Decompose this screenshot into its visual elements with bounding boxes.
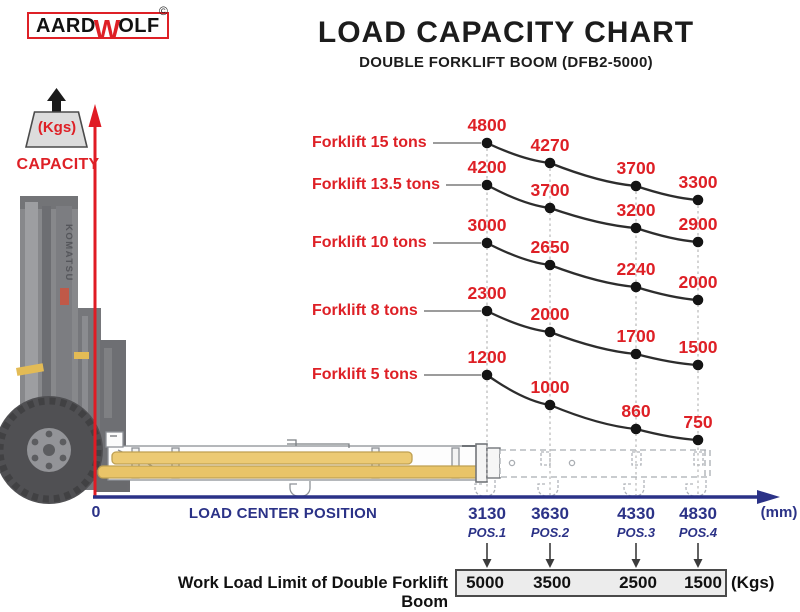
page-title: LOAD CAPACITY CHART <box>317 16 695 49</box>
value-label: 860 <box>621 401 651 421</box>
value-label: 4270 <box>530 135 570 155</box>
logo-text-left: AARD <box>36 14 96 37</box>
x-axis-arrow-icon <box>93 490 780 504</box>
logo-text-right: OLF <box>118 14 160 37</box>
series-label: Forklift 15 tons <box>312 134 427 151</box>
data-point <box>545 260 556 271</box>
data-point <box>545 158 556 169</box>
page-subtitle: DOUBLE FORKLIFT BOOM (DFB2-5000) <box>359 54 653 71</box>
data-point <box>545 203 556 214</box>
work-load-limit-unit: (Kgs) <box>731 573 775 592</box>
x-tick-label: 4830 <box>679 504 717 523</box>
data-point <box>482 180 493 191</box>
value-label: 3700 <box>616 158 656 178</box>
data-point <box>482 306 493 317</box>
forklift-brand-text: KOMATSU <box>63 224 74 282</box>
value-label: 1500 <box>678 337 718 357</box>
series-label: Forklift 5 tons <box>312 366 418 383</box>
capacity-weight-icon <box>26 88 87 147</box>
value-label: 3200 <box>616 200 656 220</box>
pos-label: POS.4 <box>678 525 718 540</box>
boom-hooks <box>290 481 310 496</box>
data-point <box>631 181 642 192</box>
data-point <box>693 295 704 306</box>
data-point <box>482 238 493 249</box>
value-label: 1200 <box>467 347 507 367</box>
value-label: 2300 <box>467 283 507 303</box>
data-point <box>482 138 493 149</box>
logo-wolf-letter: W <box>93 13 121 45</box>
value-label: 2900 <box>678 214 718 234</box>
work-load-value: 1500 <box>684 573 722 592</box>
work-load-value: 5000 <box>466 573 504 592</box>
value-label: 3700 <box>530 180 570 200</box>
data-point <box>545 327 556 338</box>
x-tick-label: 3630 <box>531 504 569 523</box>
data-point <box>693 195 704 206</box>
work-load-limit-label: Work Load Limit of Double Forklift Boom <box>177 574 448 611</box>
weight-icon-unit-label: (Kgs) <box>37 119 77 136</box>
pos-label: POS.1 <box>467 525 507 540</box>
data-point <box>631 424 642 435</box>
data-point <box>631 282 642 293</box>
data-point <box>631 349 642 360</box>
data-point <box>693 435 704 446</box>
data-point <box>482 370 493 381</box>
y-axis-label: CAPACITY <box>16 156 100 173</box>
value-label: 3300 <box>678 172 718 192</box>
value-label: 3000 <box>467 215 507 235</box>
series-label: Forklift 10 tons <box>312 234 427 251</box>
boom-illustration <box>98 432 710 496</box>
value-label: 1700 <box>616 326 656 346</box>
value-label: 4200 <box>467 157 507 177</box>
value-label: 2650 <box>530 237 570 257</box>
data-point <box>693 360 704 371</box>
position-arrows <box>483 543 703 568</box>
x-tick-label: 4330 <box>617 504 655 523</box>
chart-header <box>206 16 800 71</box>
value-label: 1000 <box>530 377 570 397</box>
x-axis-label: LOAD CENTER POSITION <box>188 505 378 522</box>
aardwolf-logo <box>27 12 169 45</box>
work-load-value: 2500 <box>619 573 657 592</box>
data-point <box>693 237 704 248</box>
pos-label: POS.2 <box>530 525 570 540</box>
value-label: 4800 <box>467 115 507 135</box>
series-label: Forklift 13.5 tons <box>312 176 441 193</box>
data-point <box>631 223 642 234</box>
data-point <box>545 400 556 411</box>
value-label: 2240 <box>616 259 656 279</box>
work-load-value: 3500 <box>533 573 571 592</box>
value-label: 750 <box>683 412 713 432</box>
x-axis-unit: (mm) <box>760 504 798 521</box>
copyright-mark: © <box>159 4 168 18</box>
value-label: 2000 <box>678 272 718 292</box>
pos-label: POS.3 <box>616 525 656 540</box>
value-label: 2000 <box>530 304 570 324</box>
x-tick-label: 3130 <box>468 504 506 523</box>
x-axis-origin: 0 <box>91 504 101 521</box>
series-label: Forklift 8 tons <box>312 302 418 319</box>
